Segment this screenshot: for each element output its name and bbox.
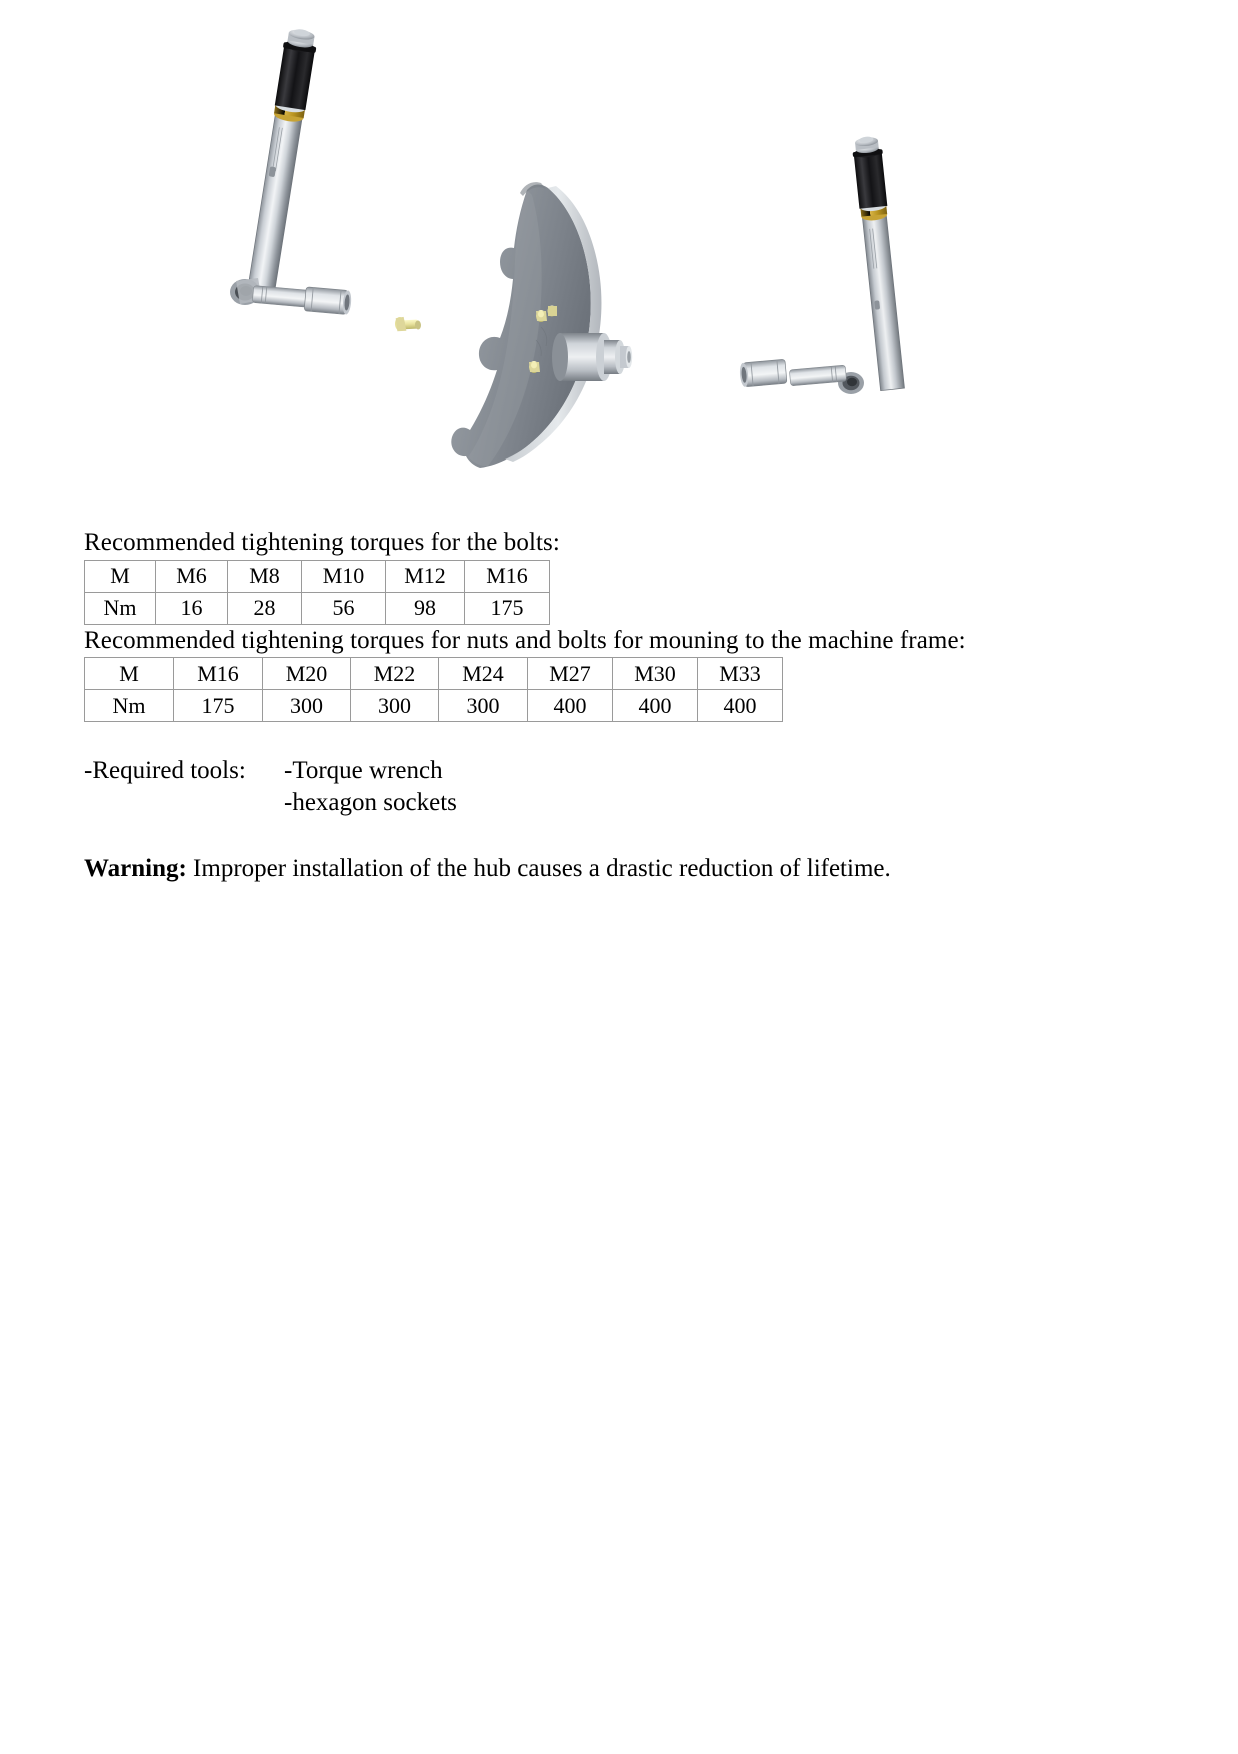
table-row bbox=[85, 560, 550, 592]
bolts-table-heading: Recommended tightening torques for the bolts: bbox=[84, 529, 560, 556]
cell: 175 bbox=[174, 690, 263, 722]
document-body bbox=[84, 528, 1154, 883]
disc-hub-assembly-graphic bbox=[451, 182, 632, 468]
cell: M10 bbox=[302, 560, 386, 592]
warning-line bbox=[84, 855, 1154, 883]
technical-illustration bbox=[0, 0, 1238, 510]
torque-wrench-right-graphic bbox=[739, 135, 907, 394]
required-tools-line-1 bbox=[84, 755, 1154, 787]
cell: 16 bbox=[156, 592, 228, 624]
cell: 56 bbox=[302, 592, 386, 624]
table-row bbox=[85, 690, 783, 722]
table-row bbox=[85, 658, 783, 690]
cell: M8 bbox=[228, 560, 302, 592]
required-tools-item: -Torque wrench bbox=[284, 757, 443, 784]
bolts-torque-table bbox=[84, 560, 550, 625]
hub-boss bbox=[552, 333, 632, 381]
cell: M27 bbox=[528, 658, 613, 690]
cell: M bbox=[85, 560, 156, 592]
required-tools-line-2 bbox=[84, 787, 1154, 819]
cell: M16 bbox=[174, 658, 263, 690]
cell: M20 bbox=[263, 658, 351, 690]
cell: 400 bbox=[698, 690, 783, 722]
cell: 300 bbox=[351, 690, 439, 722]
cell: M16 bbox=[465, 560, 550, 592]
cell: 300 bbox=[439, 690, 528, 722]
cell: M12 bbox=[386, 560, 465, 592]
cell: 28 bbox=[228, 592, 302, 624]
cell: 98 bbox=[386, 592, 465, 624]
cell: 400 bbox=[528, 690, 613, 722]
warning-text: Improper installation of the hub causes a drastic reduction of lifetime. bbox=[186, 855, 891, 882]
cell: M33 bbox=[698, 658, 783, 690]
warning-label: Warning: bbox=[84, 855, 187, 882]
torque-wrench-left-graphic bbox=[230, 27, 352, 315]
cell: 400 bbox=[613, 690, 698, 722]
cell: 175 bbox=[465, 592, 550, 624]
frame-table-heading: Recommended tightening torques for nuts and bolts for mouning to the machine frame: bbox=[84, 626, 966, 654]
cell: M24 bbox=[439, 658, 528, 690]
cell: Nm bbox=[85, 690, 174, 722]
required-tools-label: -Required tools: bbox=[84, 757, 246, 784]
hexagon-socket-left bbox=[252, 286, 352, 315]
frame-torque-table bbox=[84, 657, 783, 722]
required-tools-item: -hexagon sockets bbox=[284, 789, 457, 816]
hexagon-socket-right bbox=[739, 359, 847, 387]
cell: M6 bbox=[156, 560, 228, 592]
table-row bbox=[85, 592, 550, 624]
cell: M bbox=[85, 658, 174, 690]
cell: M22 bbox=[351, 658, 439, 690]
hex-bolt-graphic bbox=[395, 317, 422, 332]
cell: 300 bbox=[263, 690, 351, 722]
cell: Nm bbox=[85, 592, 156, 624]
cell: M30 bbox=[613, 658, 698, 690]
